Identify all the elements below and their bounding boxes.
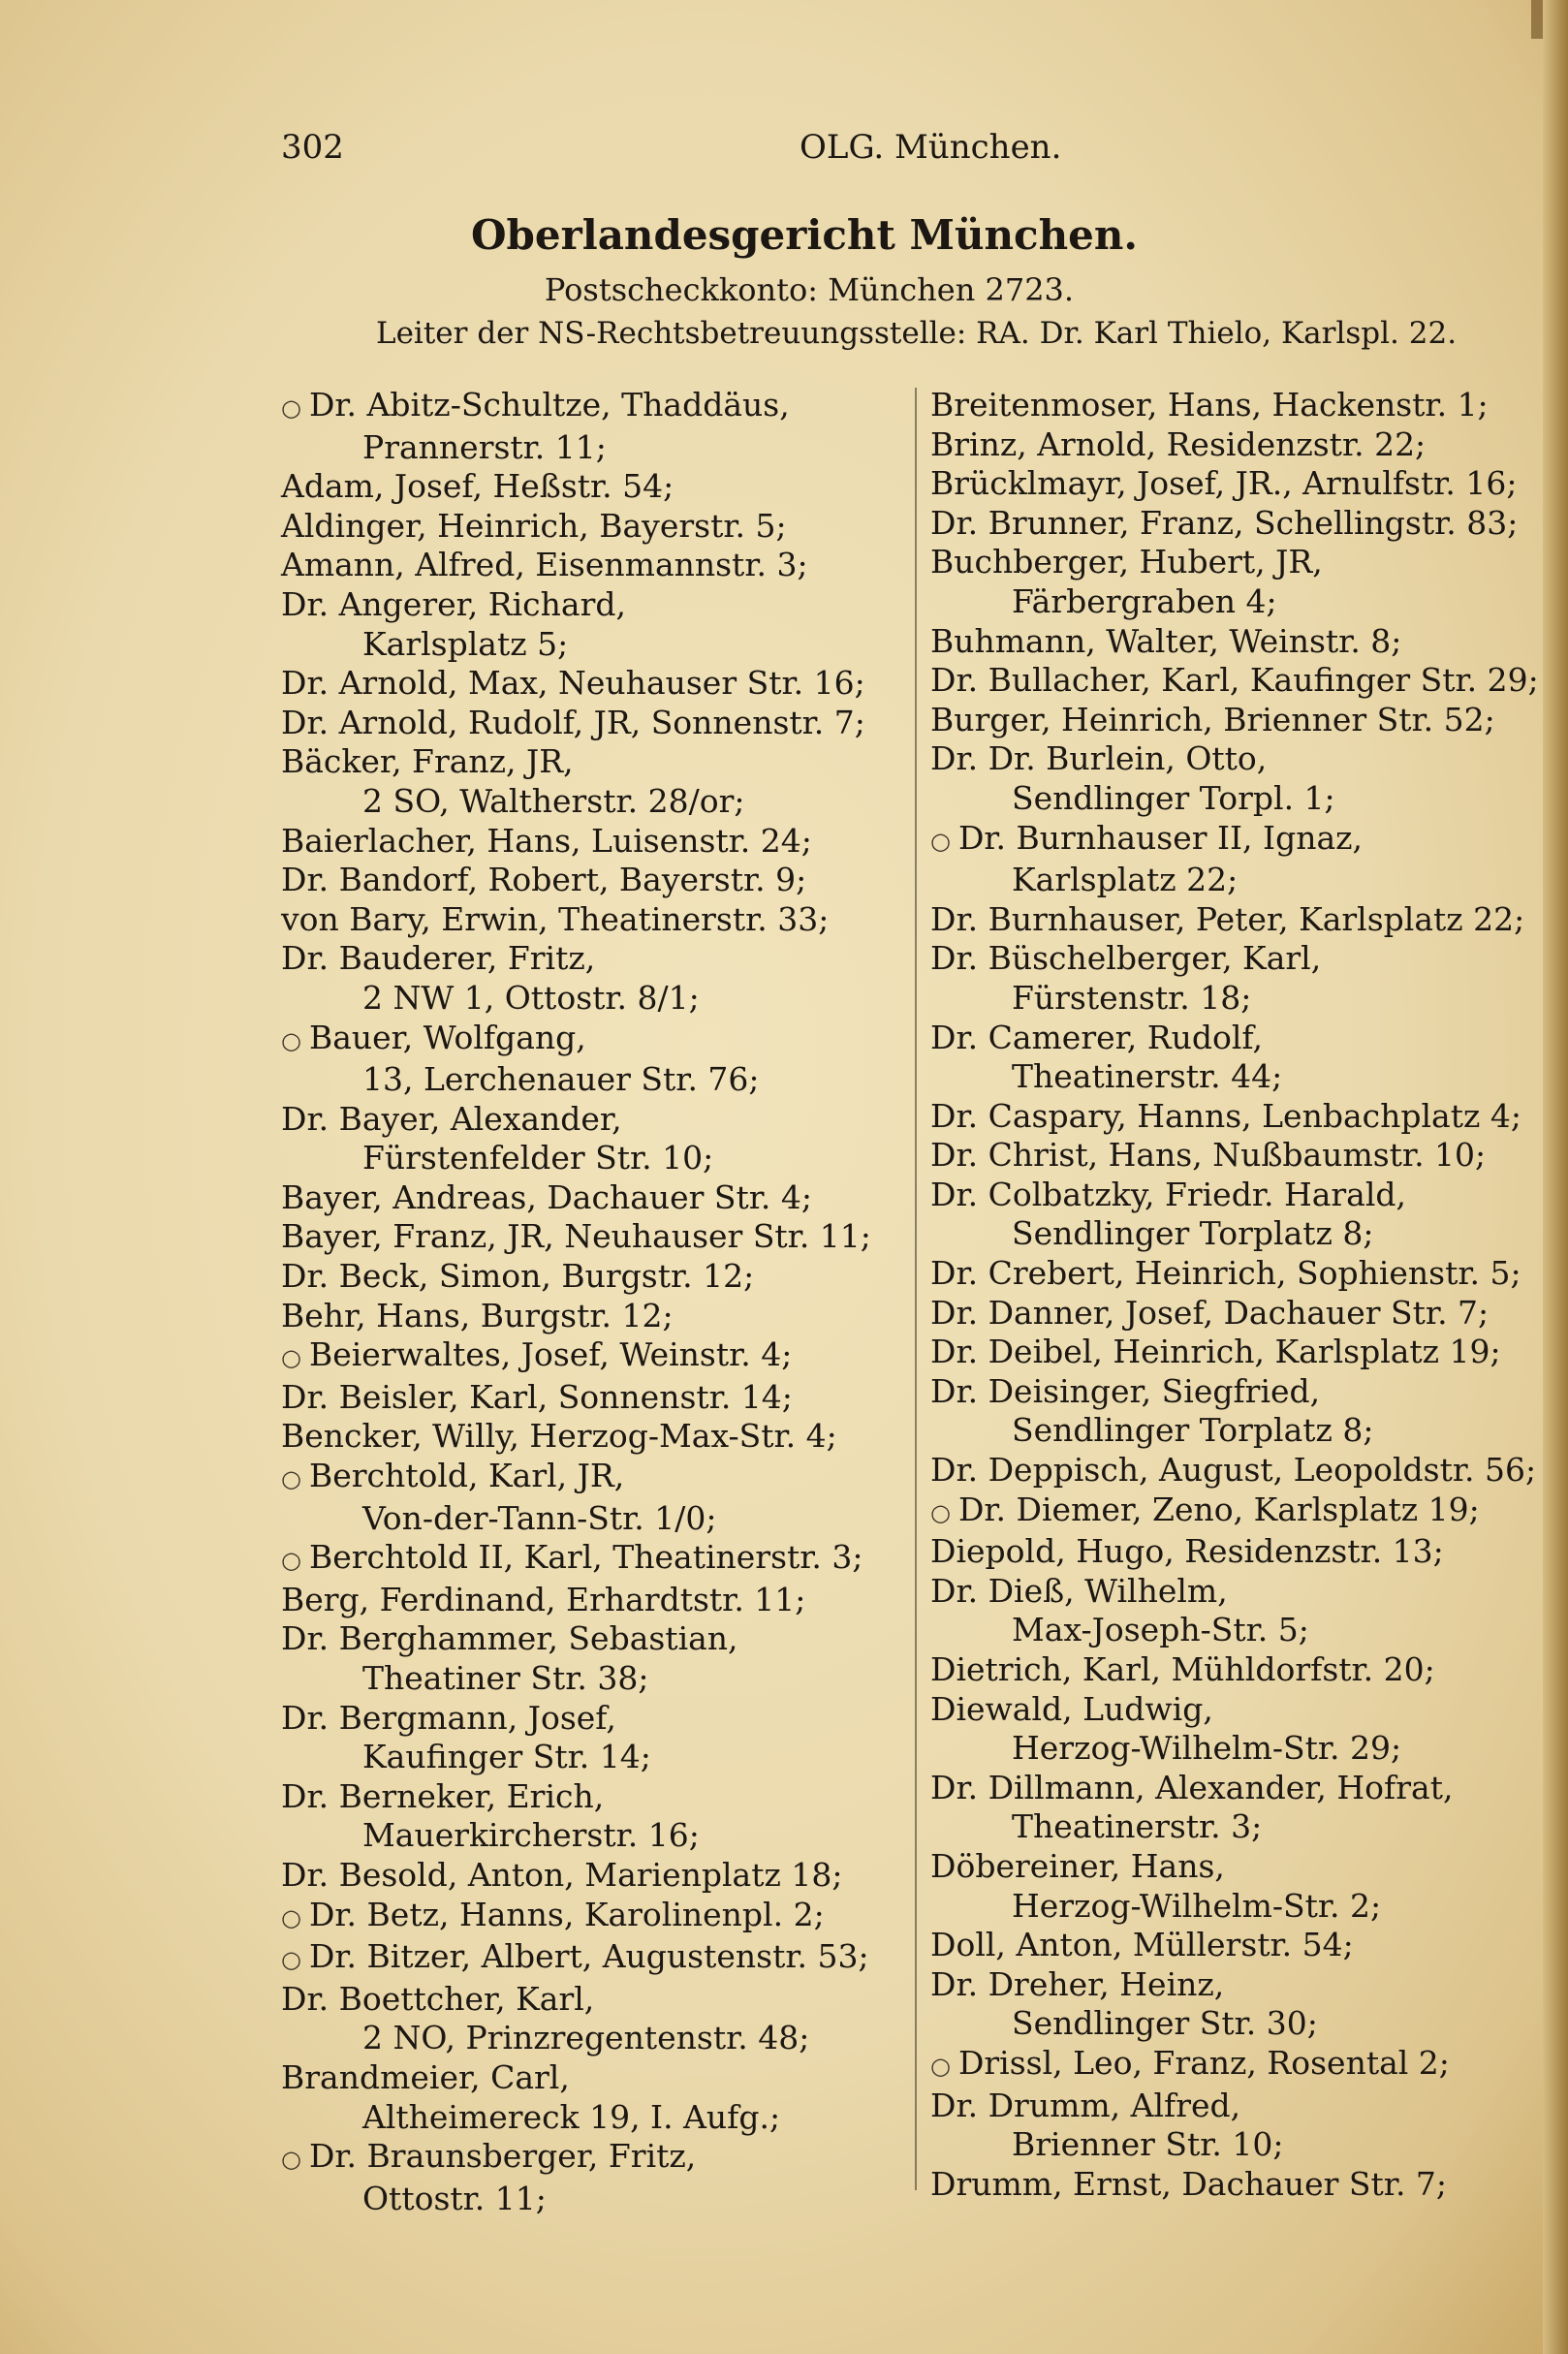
lawyer-entry [281, 546, 906, 585]
lawyer-entry [930, 1690, 1560, 1769]
entry-line [281, 2058, 570, 2096]
entry-line [281, 546, 808, 583]
lawyer-entry [281, 1581, 906, 1620]
entry-line [281, 742, 574, 780]
entry-text: Dr. Dreher, Heinz, [930, 1964, 1225, 2003]
entry-text: Dr. Bauderer, Fritz, [281, 939, 596, 978]
entry-text: Dr. Diemer, Zeno, Karlsplatz 19; [957, 1490, 1480, 1528]
entry-line [281, 704, 865, 741]
lawyer-entry [281, 704, 906, 743]
entry-text: Dr. Caspary, Hanns, Lenbachplatz 4; [930, 1096, 1521, 1135]
lawyer-entry [281, 1856, 906, 1896]
circle-marker-icon: ○ [930, 1498, 951, 1526]
lawyer-entry [281, 900, 906, 940]
entry-line [281, 1980, 594, 2018]
entry-text: Dr. Besold, Anton, Marienplatz 18; [281, 1855, 843, 1894]
entry-text: Dr. Crebert, Heinrich, Sophienstr. 5; [930, 1254, 1521, 1293]
lawyer-entry [281, 1417, 906, 1457]
entry-text: Burger, Heinrich, Brienner Str. 52; [930, 700, 1495, 738]
entry-line [281, 1856, 842, 1894]
entry-continuation: Sendlinger Torplatz 8; [1012, 1411, 1374, 1450]
entry-text: Dr. Burnhauser II, Ignaz, [957, 818, 1363, 857]
entry-text: Adam, Josef, Heßstr. 54; [281, 467, 674, 506]
lawyer-entry [930, 1491, 1560, 1533]
lawyer-entry [930, 701, 1560, 740]
entry-text: Dr. Burnhauser, Peter, Karlsplatz 22; [930, 899, 1525, 938]
lawyer-entry [930, 2165, 1560, 2205]
entry-line [281, 386, 790, 424]
lawyer-entry [281, 1538, 906, 1581]
court-title: Oberlandesgericht München. [470, 211, 1139, 259]
lawyer-entry [930, 425, 1560, 465]
entry-line [281, 1178, 812, 1216]
lawyer-entry [281, 1217, 906, 1257]
entry-text: Dr. Danner, Josef, Dachauer Str. 7; [930, 1293, 1490, 1332]
entry-line [281, 1019, 586, 1056]
entry-line [281, 1777, 604, 1815]
circle-marker-icon: ○ [281, 2146, 301, 2174]
entry-line [281, 1100, 622, 1138]
entry-line [930, 1926, 1354, 1963]
entry-continuation: Max-Joseph-Str. 5; [1012, 1611, 1309, 1649]
entry-line [281, 2137, 696, 2175]
right-column [930, 386, 1560, 2204]
lawyer-entry [930, 1019, 1560, 1097]
lawyer-entry [930, 900, 1560, 940]
lawyer-entry [281, 1178, 906, 1218]
entry-continuation: Fürstenfelder Str. 10; [362, 1139, 714, 1177]
entry-text: Dr. Camerer, Rudolf, [930, 1018, 1263, 1056]
entry-text: Diewald, Ludwig, [930, 1689, 1213, 1728]
lawyer-entry [930, 2044, 1560, 2087]
entry-text: Behr, Hans, Burgstr. 12; [281, 1296, 674, 1334]
entry-line [930, 900, 1524, 938]
entry-line [281, 1896, 825, 1933]
lawyer-entry [930, 543, 1560, 621]
entry-line [930, 1451, 1536, 1489]
lawyer-entry [930, 739, 1560, 818]
entry-line [281, 664, 865, 702]
entry-line [930, 543, 1323, 581]
entry-line [930, 425, 1426, 463]
entry-continuation: Brienner Str. 10; [1012, 2125, 1284, 2164]
lawyer-entry [930, 622, 1560, 662]
circle-marker-icon: ○ [281, 394, 301, 422]
entry-line [930, 819, 1363, 857]
entry-line [930, 1491, 1480, 1528]
entry-continuation: Mauerkircherstr. 16; [362, 1816, 700, 1855]
entry-line [281, 861, 806, 898]
entry-text: Dr. Bandorf, Robert, Bayerstr. 9; [281, 861, 807, 899]
entry-line [930, 1136, 1486, 1174]
lawyer-entry [281, 1257, 906, 1297]
lawyer-entry [281, 1980, 906, 2058]
lawyer-entry [930, 464, 1560, 504]
lawyer-entry [930, 1294, 1560, 1334]
entry-continuation: 2 SO, Waltherstr. 28/or; [362, 781, 745, 820]
entry-line [281, 1457, 624, 1494]
entry-line [930, 661, 1539, 699]
entry-continuation: Karlsplatz 22; [1012, 861, 1239, 899]
entry-text: Buchberger, Hubert, JR, [930, 543, 1323, 581]
entry-text: Dr. Drumm, Alfred, [930, 2086, 1241, 2124]
lawyer-entry [930, 819, 1560, 900]
entry-text: Baierlacher, Hans, Luisenstr. 24; [281, 821, 812, 860]
lawyer-entry [930, 1136, 1560, 1176]
circle-marker-icon: ○ [281, 1026, 301, 1054]
entry-line [281, 1335, 792, 1373]
entry-line [930, 1965, 1224, 2003]
entry-line [281, 1297, 674, 1334]
entry-line [930, 1372, 1320, 1410]
entry-line [930, 2044, 1450, 2082]
lawyer-entry [930, 661, 1560, 701]
entry-text: Dr. Dieß, Wilhelm, [930, 1571, 1228, 1610]
lawyer-entry [281, 2058, 906, 2137]
entry-line [930, 1769, 1453, 1806]
entry-text: Dr. Deisinger, Siegfried, [930, 1371, 1321, 1410]
entry-line [281, 900, 829, 938]
entry-continuation: Herzog-Wilhelm-Str. 29; [1012, 1729, 1402, 1768]
entry-text: Dr. Arnold, Rudolf, JR, Sonnenstr. 7; [281, 703, 865, 741]
circle-marker-icon: ○ [281, 1547, 301, 1575]
circle-marker-icon: ○ [281, 1465, 301, 1493]
entry-line [281, 585, 626, 623]
entry-continuation: 2 NW 1, Ottostr. 8/1; [362, 978, 700, 1017]
entry-text: Drumm, Ernst, Dachauer Str. 7; [930, 2164, 1448, 2203]
entry-text: Bayer, Andreas, Dachauer Str. 4; [281, 1177, 813, 1216]
entry-line [930, 1572, 1228, 1610]
entry-continuation: Sendlinger Torplatz 8; [1012, 1214, 1374, 1253]
entry-continuation: Färbergraben 4; [1012, 581, 1277, 620]
entry-line [930, 1690, 1213, 1728]
entry-text: Dr. Deppisch, August, Leopoldstr. 56; [930, 1451, 1537, 1490]
entry-line [281, 1217, 871, 1255]
entry-line [930, 2087, 1240, 2124]
entry-continuation: Herzog-Wilhelm-Str. 2; [1012, 1886, 1382, 1925]
entry-text: Dr. Betz, Hanns, Karolinenpl. 2; [308, 1895, 825, 1933]
lawyer-entry [930, 1769, 1560, 1847]
entry-line [930, 739, 1267, 777]
entry-text: Berchtold, Karl, JR, [308, 1457, 625, 1495]
lawyer-entry [281, 2137, 906, 2218]
entry-text: Beierwaltes, Josef, Weinstr. 4; [308, 1335, 793, 1374]
entry-text: Bauer, Wolfgang, [308, 1018, 586, 1056]
entry-continuation: Sendlinger Str. 30; [1012, 2004, 1318, 2043]
entry-text: Dietrich, Karl, Mühldorfstr. 20; [930, 1650, 1435, 1688]
entry-text: Dr. Dillmann, Alexander, Hofrat, [930, 1768, 1454, 1806]
lawyer-entry [930, 1097, 1560, 1137]
entry-continuation: Kaufinger Str. 14; [362, 1738, 651, 1776]
entry-text: Dr. Dr. Burlein, Otto, [930, 739, 1268, 778]
entry-text: Bäcker, Franz, JR, [281, 742, 574, 781]
entry-text: Breitenmoser, Hans, Hackenstr. 1; [930, 386, 1489, 424]
lawyer-entry [930, 1333, 1560, 1372]
lawyer-entry [281, 1619, 906, 1698]
entry-line [281, 822, 812, 860]
entry-text: Brücklmayr, Josef, JR., Arnulfstr. 16; [930, 464, 1518, 503]
entry-continuation: Prannerstr. 11; [362, 427, 607, 466]
lawyer-entry [281, 1335, 906, 1378]
entry-text: Dr. Beisler, Karl, Sonnenstr. 14; [281, 1377, 793, 1416]
entry-text: Dr. Berghammer, Sebastian, [281, 1619, 738, 1658]
entry-text: Dr. Angerer, Richard, [281, 584, 626, 623]
lawyer-entry [930, 1847, 1560, 1926]
lawyer-entry [930, 1532, 1560, 1572]
lawyer-entry [281, 1100, 906, 1178]
lawyer-entry [930, 1965, 1560, 2044]
page-number: 302 [281, 128, 344, 167]
entry-text: Dr. Arnold, Max, Neuhauser Str. 16; [281, 664, 865, 703]
lawyer-entry [930, 939, 1560, 1018]
entry-line [930, 1097, 1521, 1135]
column-divider [915, 388, 917, 2190]
circle-marker-icon: ○ [281, 1946, 301, 1974]
entry-line [930, 2165, 1447, 2203]
entry-text: Dr. Bayer, Alexander, [281, 1099, 622, 1138]
entry-text: Dr. Colbatzky, Friedr. Harald, [930, 1175, 1407, 1213]
entry-line [930, 1650, 1435, 1688]
entry-line [281, 467, 674, 505]
lawyer-entry [281, 467, 906, 507]
entry-text: Buhmann, Walter, Weinstr. 8; [930, 621, 1402, 660]
postal-account: Postscheckkonto: München 2723. [544, 271, 1075, 308]
page-header [281, 128, 1461, 176]
entry-line [930, 1333, 1501, 1370]
lawyer-entry [281, 822, 906, 862]
lawyer-entry [281, 861, 906, 900]
entry-continuation: Karlsplatz 5; [362, 624, 569, 663]
lawyer-entry [281, 1378, 906, 1418]
lawyer-entry [281, 1297, 906, 1336]
entry-text: Berchtold II, Karl, Theatinerstr. 3; [308, 1538, 863, 1577]
lawyer-entry [930, 1650, 1560, 1690]
entry-text: von Bary, Erwin, Theatinerstr. 33; [281, 899, 830, 938]
lawyer-entry [281, 585, 906, 664]
lawyer-entry [281, 1896, 906, 1938]
entry-line [930, 939, 1321, 977]
entry-text: Dr. Bullacher, Karl, Kaufinger Str. 29; [930, 661, 1539, 700]
circle-marker-icon: ○ [930, 2052, 951, 2080]
lawyer-entry [281, 1777, 906, 1856]
entry-text: Dr. Deibel, Heinrich, Karlsplatz 19; [930, 1333, 1501, 1371]
entry-text: Döbereiner, Hans, [930, 1846, 1225, 1885]
entry-text: Bayer, Franz, JR, Neuhauser Str. 11; [281, 1217, 871, 1256]
lawyer-entry [281, 664, 906, 704]
entry-continuation: Theatiner Str. 38; [362, 1659, 649, 1697]
entry-line [930, 1176, 1406, 1213]
circle-marker-icon: ○ [281, 1903, 301, 1931]
lawyer-entry [930, 1451, 1560, 1491]
entry-text: Dr. Bergmann, Josef, [281, 1698, 616, 1737]
entry-line [281, 1378, 793, 1416]
leader-line: Leiter der NS-Rechtsbetreuungsstelle: RA. Dr. Karl Thielo, Karlspl. 22. [376, 316, 1458, 351]
lawyer-entry [281, 1699, 906, 1777]
entry-line [281, 1538, 863, 1576]
lawyer-entry [930, 504, 1560, 544]
lawyer-entry [930, 1572, 1560, 1650]
entry-continuation: 2 NO, Prinzregentenstr. 48; [362, 2019, 810, 2057]
entry-continuation: Sendlinger Torpl. 1; [1012, 778, 1335, 817]
entry-text: Dr. Abitz-Schultze, Thaddäus, [308, 386, 790, 424]
lawyer-entry [281, 742, 906, 821]
entry-line [930, 622, 1401, 660]
lawyer-entry [281, 1937, 906, 1980]
entry-line [281, 1257, 754, 1295]
entry-text: Doll, Anton, Müllerstr. 54; [930, 1926, 1354, 1964]
entry-line [930, 464, 1518, 502]
entry-text: Berg, Ferdinand, Erhardtstr. 11; [281, 1580, 806, 1618]
lawyer-entry [930, 1254, 1560, 1294]
entry-continuation: Ottostr. 11; [362, 2179, 547, 2217]
entry-text: Brinz, Arnold, Residenzstr. 22; [930, 424, 1427, 463]
entry-text: Dr. Braunsberger, Fritz, [308, 2137, 697, 2176]
entry-text: Diepold, Hugo, Residenzstr. 13; [930, 1532, 1444, 1571]
circle-marker-icon: ○ [281, 1344, 301, 1372]
entry-line [930, 504, 1518, 542]
entry-continuation: Von-der-Tann-Str. 1/0; [362, 1498, 717, 1537]
left-column [281, 386, 906, 2218]
lawyer-entry [281, 507, 906, 547]
entry-text: Dr. Christ, Hans, Nußbaumstr. 10; [930, 1136, 1487, 1175]
lawyer-entry [281, 1457, 906, 1538]
entry-text: Dr. Beck, Simon, Burgstr. 12; [281, 1257, 755, 1296]
entry-text: Dr. Bitzer, Albert, Augustenstr. 53; [308, 1937, 869, 1976]
lawyer-entry [281, 1019, 906, 1100]
entry-continuation: Fürstenstr. 18; [1012, 978, 1252, 1017]
lawyer-entry [930, 1176, 1560, 1254]
entry-continuation: 13, Lerchenauer Str. 76; [362, 1060, 760, 1099]
entry-text: Aldinger, Heinrich, Bayerstr. 5; [281, 506, 787, 545]
entry-line [930, 1254, 1521, 1292]
entry-line [930, 1019, 1263, 1056]
entry-line [281, 1619, 738, 1657]
entry-text: Brandmeier, Carl, [281, 2057, 570, 2096]
lawyer-entry [281, 386, 906, 467]
entry-line [281, 1417, 837, 1455]
entry-line [281, 939, 595, 977]
entry-line [281, 1937, 869, 1975]
entry-continuation: Theatinerstr. 3; [1012, 1807, 1263, 1846]
entry-text: Amann, Alfred, Eisenmannstr. 3; [281, 546, 808, 584]
lawyer-entry [281, 939, 906, 1018]
entry-line [930, 701, 1495, 738]
entry-text: Drissl, Leo, Franz, Rosental 2; [957, 2043, 1450, 2082]
lawyer-entry [930, 2087, 1560, 2165]
entry-line [930, 386, 1489, 424]
entry-continuation: Altheimereck 19, I. Aufg.; [362, 2097, 781, 2136]
entry-line [930, 1294, 1489, 1332]
entry-text: Dr. Büschelberger, Karl, [930, 939, 1322, 978]
entry-text: Dr. Boettcher, Karl, [281, 1979, 595, 2018]
lawyer-entry [930, 1372, 1560, 1451]
entry-line [930, 1532, 1444, 1570]
entry-line [281, 1581, 805, 1618]
entry-line [281, 1699, 616, 1737]
entry-text: Dr. Brunner, Franz, Schellingstr. 83; [930, 503, 1519, 542]
lawyer-entry [930, 1926, 1560, 1965]
circle-marker-icon: ○ [930, 827, 951, 855]
lawyer-entry [930, 386, 1560, 425]
entry-text: Dr. Berneker, Erich, [281, 1776, 605, 1815]
entry-line [930, 1847, 1225, 1885]
entry-text: Bencker, Willy, Herzog-Max-Str. 4; [281, 1417, 837, 1456]
entry-line [281, 507, 787, 545]
entry-continuation: Theatinerstr. 44; [1012, 1057, 1283, 1096]
running-head: OLG. München. [800, 128, 1062, 167]
